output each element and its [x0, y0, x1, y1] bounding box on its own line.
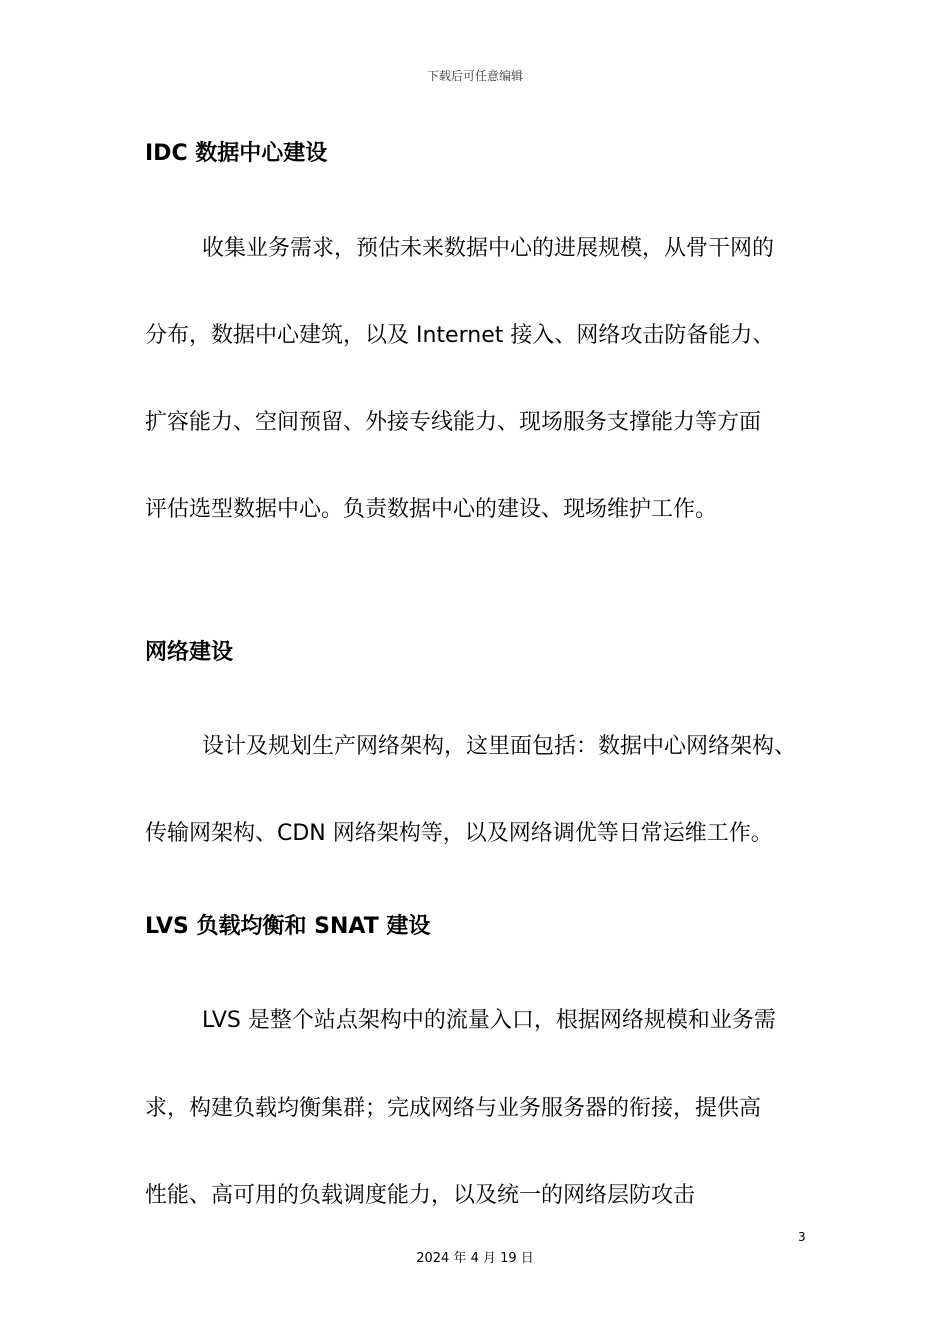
footer-date: 2024 年 4 月 19 日 — [416, 1251, 534, 1266]
section-heading-idc: IDC 数据中心建设 — [145, 141, 328, 166]
paragraph-line: LVS 是整个站点架构中的流量入口，根据网络规模和业务需 — [202, 1008, 776, 1033]
paragraph-line: 扩容能力、空间预留、外接专线能力、现场服务支撑能力等方面 — [145, 410, 762, 435]
section-heading-network: 网络建设 — [145, 640, 234, 665]
page-header: 下载后可任意编辑 — [426, 69, 523, 83]
page-number: 3 — [798, 1230, 806, 1244]
paragraph-line: 收集业务需求，预估未来数据中心的进展规模，从骨干网的 — [202, 236, 775, 261]
paragraph-line: 设计及规划生产网络架构，这里面包括：数据中心网络架构、 — [202, 734, 797, 759]
paragraph-line: 性能、高可用的负载调度能力，以及统一的网络层防攻击 — [145, 1183, 696, 1208]
paragraph-line: 分布，数据中心建筑，以及 Internet 接入、网络攻击防备能力、 — [145, 323, 775, 348]
paragraph-line: 求，构建负载均衡集群；完成网络与业务服务器的衔接，提供高 — [145, 1096, 762, 1121]
paragraph-line: 传输网架构、CDN 网络架构等，以及网络调优等日常运维工作。 — [145, 821, 773, 846]
paragraph-line: 评估选型数据中心。负责数据中心的建设、现场维护工作。 — [145, 497, 718, 522]
section-heading-lvs: LVS 负载均衡和 SNAT 建设 — [145, 914, 431, 939]
